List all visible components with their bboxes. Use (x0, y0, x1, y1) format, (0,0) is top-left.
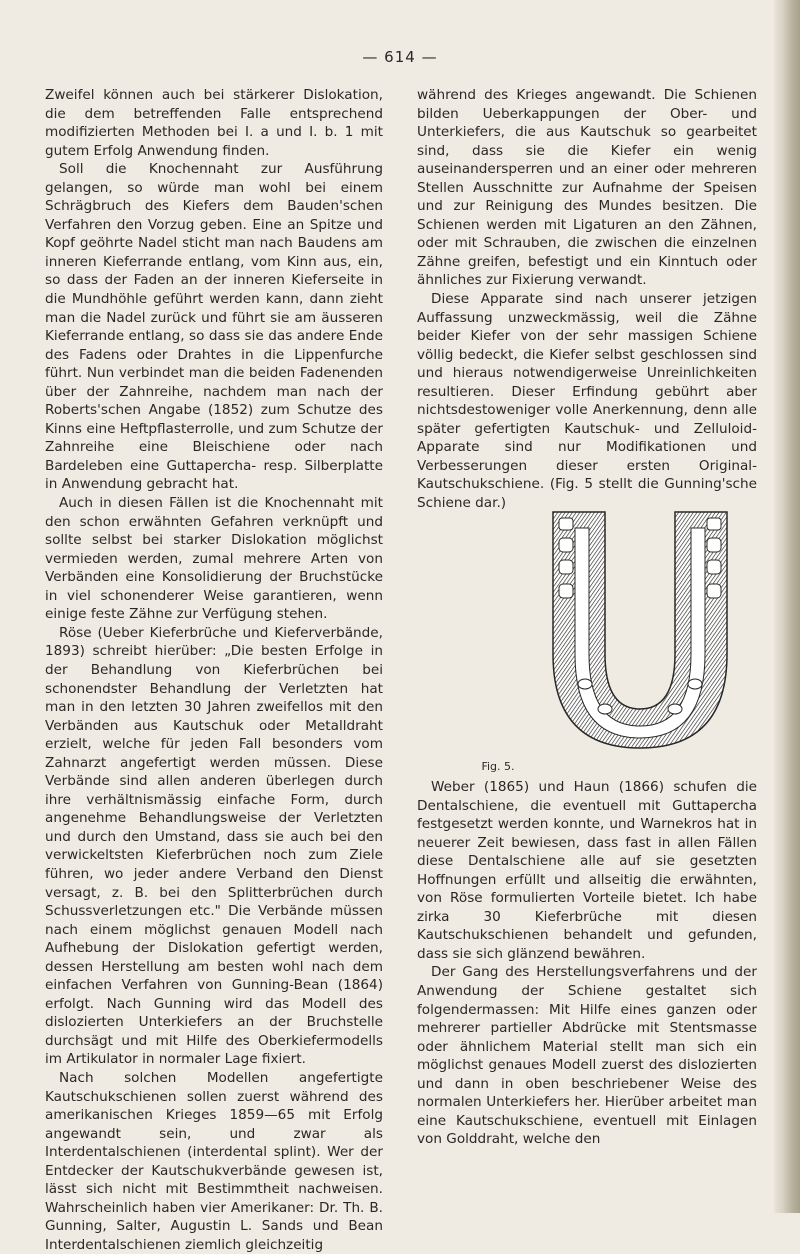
page-edge-shadow (774, 0, 800, 1213)
paragraph: Röse (Ueber Kieferbrüche und Kieferverbände, 1893) schreibt hierüber: „Die besten Erfolge in der Behandlung von Kieferbrüchen bei schonendster Behandlung der Verletzten hat man in den letzten 30 Jahren zweifellos mit den Verbänden aus Kautschuk oder Metalldraht erzielt, welche für jeden Fall besonders vom Zahnarzt angefertigt werden müssen. Diese Verbände sind allen anderen überlegen durch ihre verhältnismässig einfache Form, durch angenehme Behandlungsweise der Verletzten und durch den Umstand, dass sie auch bei den verwickeltsten Kieferbrüchen noch zum Ziele führen, wo jeder andere Verband den Dienst versagt, z. B. bei den Splitterbrüchen durch Schussverletzungen etc." Die Verbände müssen nach einem möglichst genauen Modell nach Aufhebung der Dislokation gefertigt werden, dessen Herstellung am besten wohl nach dem einfachen Verfahren von Gunning-Bean (1864) erfolgt. Nach Gunning wird das Modell des dislozierten Unterkiefers an der Bruchstelle durchsägt und mit Hilfe des Oberkiefermodells im Artikulator in normaler Lage fixiert. (45, 624, 383, 1068)
figure-gunning-splint (545, 504, 735, 754)
paragraph: Auch in diesen Fällen ist die Knochennaht mit den schon erwähnten Gefahren verknüpft und sollte selbst bei starker Dislokation möglichst vermieden werden, zumal mehrere Arten von Verbänden eine Konsolidierung der Bruchstücke in viel schonenderer Weise garantieren, wenn einige feste Zähne zur Verfügung stehen. (45, 495, 383, 623)
paragraph: Weber (1865) und Haun (1866) schufen die Dentalschiene, die eventuell mit Guttapercha festgesetzt werden konnte, und Warnekros hat in neuerer Zeit bewiesen, dass fast in allen Fällen diese Dentalschiene alle auf sie gesetzten Hoffnungen erfüllt und allseitig die erwähnten, von Röse formulierten Vorteile bietet. Ich habe zirka 30 Kieferbrüche mit diesen Kautschukschienen behandelt und gefunden, dass sie sich glänzend bewähren. (417, 779, 757, 962)
paragraph: Nach solchen Modellen angefertigte Kautschukschienen sollen zuerst während des amerikanischen Krieges 1859—65 mit Erfolg angewandt sein, und zwar als Interdentalschienen (interdental splint). Wer der Entdecker der Kautschukverbände gewesen ist, lässt sich nicht mit Bestimmtheit nachweisen. Wahrscheinlich haben vier Amerikaner: Dr. Th. B. Gunning, Salter, Augustin L. Sands und Bean Interdentalschienen ziemlich gleichzeitig (45, 1069, 383, 1253)
left-column (45, 86, 383, 1254)
paragraph: Soll die Knochennaht zur Ausführung gelangen, so würde man wohl bei einem Schrägbruch des Kiefers dem Bauden'schen Verfahren den Vorzug geben. Eine an Spitze und Kopf geöhrte Nadel sticht man nach Baudens am inneren Kieferrande entlang, vom Kinn aus, ein, so dass der Faden an der inneren Kieferseite in die Mundhöhle geführt werden kann, dann zieht man die Nadel zurück und führt sie am äusseren Kieferrande entlang, so dass sie das andere Ende des Fadens oder Drahtes in die Lippenfurche führt. Nun verbindet man die beiden Fadenenden über der Zahnreihe, nachdem man nach der Roberts'schen Angabe (1852) zum Schutze des Kinns eine Heftpflasterrolle, und zum Schutze der Zahnreihe eine Bleischiene oder nach Bardeleben eine Guttapercha- resp. Silberplatte in Anwendung gebracht hat. (45, 161, 383, 493)
page-number: — 614 — (362, 48, 438, 66)
paragraph: Diese Apparate sind nach unserer jetzigen Auffassung unzweckmässig, weil die Zähne beider Kiefer von der sehr massigen Schiene völlig bedeckt, die Kiefer selbst geschlossen sind und hieraus notwendigerweise Unreinlichkeiten resultieren. Dieser Erfindung gebührt aber nichtsdestoweniger volle Anerkennung, denn alle später gefertigten Kautschuk- und Zelluloid-Apparate sind nur Modifikationen und Verbesserungen dieser ersten Original-Kautschukschiene. (Fig. 5 stellt die Gunning'sche Schiene dar.) (417, 291, 757, 512)
paragraph: während des Krieges angewandt. Die Schienen bilden Ueberkappungen der Ober- und Unterkiefers, die aus Kautschuk so gearbeitet sind, dass sie die Kiefer ein wenig auseinandersperren und an einer oder mehreren Stellen Ausschnitte zur Aufnahme der Speisen und zur Reinigung des Mundes besitzen. Die Schienen werden mit Ligaturen an den Zähnen, oder mit Schrauben, die zwischen die einzelnen Zähne greifen, befestigt und ein Kinntuch oder ähnliches zur Fixierung verwandt. (417, 87, 757, 289)
paragraph: Zweifel können auch bei stärkerer Dislokation, die dem betreffenden Falle entsprechend modifizierten Methoden bei I. a und I. b. 1 mit gutem Erfolg Anwendung finden. (45, 87, 383, 159)
right-column-bottom (417, 778, 757, 1149)
paragraph: Der Gang des Herstellungsverfahrens und der Anwendung der Schiene gestaltet sich folgendermassen: Mit Hilfe eines ganzen oder mehrerer partieller Abdrücke mit Stentsmasse oder ähnlichem Material stellt man sich ein möglichst genaues Modell zuerst des dislozierten und dann in oben beschriebener Weise des normalen Unterkiefers her. Hierüber arbeitet man eine Kautschukschiene, eventuell mit Einlagen von Golddraht, welche den (417, 964, 757, 1148)
right-column-top (417, 86, 757, 513)
splint-illustration (545, 504, 735, 754)
figure-caption: Fig. 5. (481, 760, 515, 773)
